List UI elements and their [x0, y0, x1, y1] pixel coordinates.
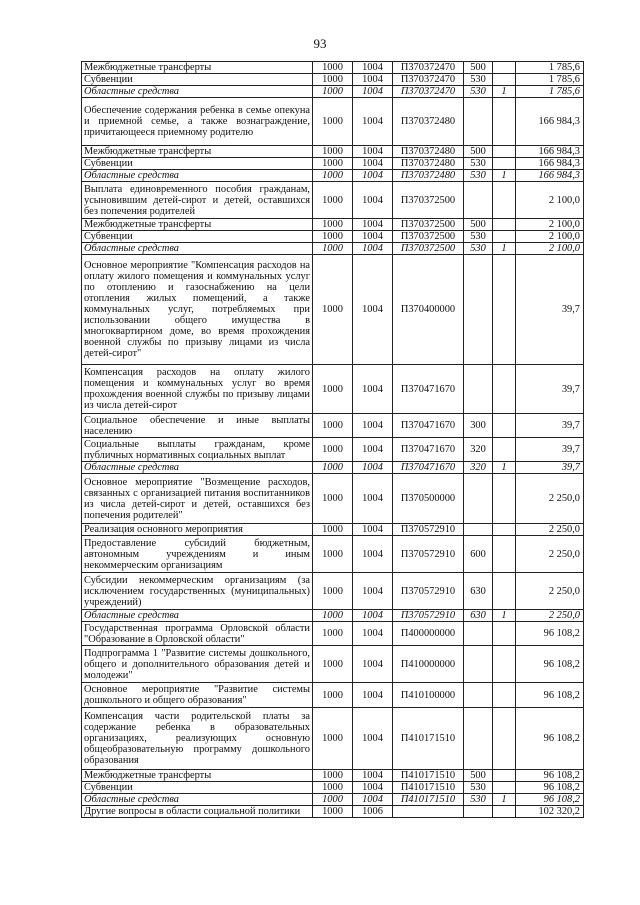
target-article-cell: П370400000: [393, 255, 464, 365]
expense-type-cell: 630: [464, 610, 493, 622]
expense-type-cell: [464, 365, 493, 414]
section-code-cell: 1000: [313, 474, 353, 524]
target-article-cell: [393, 806, 464, 818]
target-article-cell: П370372500: [393, 231, 464, 243]
row-name-cell: Областные средства: [82, 610, 313, 622]
amount-cell: 39,7: [516, 414, 584, 438]
amount-cell: 2 100,0: [516, 243, 584, 255]
subsection-code-cell: 1004: [353, 524, 393, 536]
expense-type-cell: [464, 622, 493, 646]
target-article-cell: П370572910: [393, 610, 464, 622]
row-name-cell: Межбюджетные трансферты: [82, 146, 313, 158]
row-name-cell: Субсидии некоммерческим организациям (за исключением государственных (муниципальных) учреждений): [82, 573, 313, 610]
budget-table: [81, 61, 584, 818]
subsection-code-cell: 1006: [353, 806, 393, 818]
table-row: [82, 782, 584, 794]
expense-type-cell: [464, 98, 493, 146]
row-name-cell: Социальные выплаты гражданам, кроме публичных нормативных социальных выплат: [82, 438, 313, 462]
section-code-cell: 1000: [313, 683, 353, 708]
table-row: [82, 806, 584, 818]
table-row: [82, 536, 584, 573]
source-code-cell: [493, 219, 516, 231]
target-article-cell: П370372470: [393, 86, 464, 98]
expense-type-cell: 500: [464, 62, 493, 74]
table-row: [82, 62, 584, 74]
amount-cell: 2 250,0: [516, 573, 584, 610]
row-name-cell: Компенсация расходов на оплату жилого помещения и коммунальных услуг во время прохождения военной службы по призыву лицами из числа детей-сирот: [82, 365, 313, 414]
expense-type-cell: 530: [464, 170, 493, 182]
source-code-cell: [493, 683, 516, 708]
table-row: [82, 86, 584, 98]
section-code-cell: 1000: [313, 524, 353, 536]
expense-type-cell: 630: [464, 573, 493, 610]
table-row: [82, 146, 584, 158]
table-row: [82, 219, 584, 231]
expense-type-cell: [464, 474, 493, 524]
amount-cell: 1 785,6: [516, 86, 584, 98]
section-code-cell: 1000: [313, 708, 353, 770]
expense-type-cell: [464, 646, 493, 683]
table-row: [82, 158, 584, 170]
subsection-code-cell: 1004: [353, 646, 393, 683]
target-article-cell: П370572910: [393, 524, 464, 536]
section-code-cell: 1000: [313, 438, 353, 462]
subsection-code-cell: 1004: [353, 158, 393, 170]
source-code-cell: [493, 646, 516, 683]
amount-cell: 2 250,0: [516, 474, 584, 524]
subsection-code-cell: 1004: [353, 536, 393, 573]
section-code-cell: 1000: [313, 158, 353, 170]
subsection-code-cell: 1004: [353, 770, 393, 782]
amount-cell: 2 250,0: [516, 524, 584, 536]
subsection-code-cell: 1004: [353, 782, 393, 794]
row-name-cell: Подпрограмма 1 "Развитие системы дошкольного, общего и дополнительного образования детей и молодежи": [82, 646, 313, 683]
target-article-cell: П410000000: [393, 646, 464, 683]
expense-type-cell: 530: [464, 794, 493, 806]
row-name-cell: Государственная программа Орловской области "Образование в Орловской области": [82, 622, 313, 646]
table-row: [82, 170, 584, 182]
table-row: [82, 794, 584, 806]
subsection-code-cell: 1004: [353, 74, 393, 86]
source-code-cell: [493, 158, 516, 170]
expense-type-cell: 500: [464, 770, 493, 782]
source-code-cell: [493, 182, 516, 219]
source-code-cell: [493, 622, 516, 646]
subsection-code-cell: 1004: [353, 794, 393, 806]
amount-cell: 1 785,6: [516, 74, 584, 86]
source-code-cell: [493, 231, 516, 243]
source-code-cell: [493, 524, 516, 536]
source-code-cell: [493, 438, 516, 462]
target-article-cell: П370572910: [393, 573, 464, 610]
expense-type-cell: [464, 182, 493, 219]
table-row: [82, 365, 584, 414]
table-row: [82, 462, 584, 474]
target-article-cell: П370500000: [393, 474, 464, 524]
source-code-cell: 1: [493, 170, 516, 182]
source-code-cell: 1: [493, 610, 516, 622]
source-code-cell: 1: [493, 86, 516, 98]
row-name-cell: Областные средства: [82, 462, 313, 474]
row-name-cell: Основное мероприятие "Компенсация расходов на оплату жилого помещения и коммунальных услуг по отоплению и газоснабжению на цели отопления жилых помещений, а также коммунальных услуг, потребляемых при использовании общего имущества в многоквартирном доме, во время прохождения военной службы по призыву лицами из числа детей-сирот": [82, 255, 313, 365]
amount-cell: 166 984,3: [516, 158, 584, 170]
section-code-cell: 1000: [313, 74, 353, 86]
section-code-cell: 1000: [313, 770, 353, 782]
section-code-cell: 1000: [313, 231, 353, 243]
table-row: [82, 770, 584, 782]
amount-cell: 39,7: [516, 438, 584, 462]
target-article-cell: П370372500: [393, 182, 464, 219]
source-code-cell: [493, 74, 516, 86]
section-code-cell: 1000: [313, 170, 353, 182]
amount-cell: 102 320,2: [516, 806, 584, 818]
amount-cell: 96 108,2: [516, 770, 584, 782]
table-row: [82, 414, 584, 438]
row-name-cell: Реализация основного мероприятия: [82, 524, 313, 536]
section-code-cell: 1000: [313, 62, 353, 74]
row-name-cell: Другие вопросы в области социальной политики: [82, 806, 313, 818]
section-code-cell: 1000: [313, 462, 353, 474]
subsection-code-cell: 1004: [353, 170, 393, 182]
source-code-cell: [493, 536, 516, 573]
table-row: [82, 610, 584, 622]
page-number: 93: [313, 36, 327, 51]
target-article-cell: П370372480: [393, 146, 464, 158]
target-article-cell: П370572910: [393, 536, 464, 573]
expense-type-cell: 500: [464, 146, 493, 158]
amount-cell: 2 100,0: [516, 219, 584, 231]
expense-type-cell: 530: [464, 158, 493, 170]
table-row: [82, 573, 584, 610]
expense-type-cell: [464, 806, 493, 818]
subsection-code-cell: 1004: [353, 462, 393, 474]
subsection-code-cell: 1004: [353, 219, 393, 231]
target-article-cell: П410171510: [393, 708, 464, 770]
section-code-cell: 1000: [313, 365, 353, 414]
expense-type-cell: 600: [464, 536, 493, 573]
amount-cell: 96 108,2: [516, 708, 584, 770]
section-code-cell: 1000: [313, 806, 353, 818]
source-code-cell: [493, 573, 516, 610]
expense-type-cell: 530: [464, 243, 493, 255]
section-code-cell: 1000: [313, 794, 353, 806]
source-code-cell: 1: [493, 794, 516, 806]
section-code-cell: 1000: [313, 182, 353, 219]
amount-cell: 96 108,2: [516, 794, 584, 806]
row-name-cell: Субвенции: [82, 158, 313, 170]
row-name-cell: Обеспечение содержания ребенка в семье опекуна и приемной семье, а также вознаграждение, причитающееся приемному родителю: [82, 98, 313, 146]
amount-cell: 166 984,3: [516, 170, 584, 182]
row-name-cell: Межбюджетные трансферты: [82, 62, 313, 74]
row-name-cell: Субвенции: [82, 782, 313, 794]
expense-type-cell: [464, 683, 493, 708]
amount-cell: 2 100,0: [516, 231, 584, 243]
row-name-cell: Межбюджетные трансферты: [82, 770, 313, 782]
table-row: [82, 438, 584, 462]
target-article-cell: П410171510: [393, 770, 464, 782]
row-name-cell: Субвенции: [82, 74, 313, 86]
table-row: [82, 708, 584, 770]
expense-type-cell: 320: [464, 438, 493, 462]
target-article-cell: П370471670: [393, 414, 464, 438]
target-article-cell: П370372480: [393, 98, 464, 146]
section-code-cell: 1000: [313, 610, 353, 622]
row-name-cell: Основное мероприятие "Развитие системы дошкольного и общего образования": [82, 683, 313, 708]
source-code-cell: [493, 770, 516, 782]
subsection-code-cell: 1004: [353, 182, 393, 219]
section-code-cell: 1000: [313, 536, 353, 573]
subsection-code-cell: 1004: [353, 365, 393, 414]
subsection-code-cell: 1004: [353, 683, 393, 708]
row-name-cell: Областные средства: [82, 794, 313, 806]
target-article-cell: П370471670: [393, 462, 464, 474]
amount-cell: 96 108,2: [516, 622, 584, 646]
row-name-cell: Областные средства: [82, 243, 313, 255]
expense-type-cell: 300: [464, 414, 493, 438]
subsection-code-cell: 1004: [353, 255, 393, 365]
target-article-cell: П370471670: [393, 365, 464, 414]
expense-type-cell: [464, 708, 493, 770]
expense-type-cell: 320: [464, 462, 493, 474]
section-code-cell: 1000: [313, 146, 353, 158]
subsection-code-cell: 1004: [353, 622, 393, 646]
source-code-cell: 1: [493, 243, 516, 255]
amount-cell: 166 984,3: [516, 98, 584, 146]
table-row: [82, 182, 584, 219]
table-row: [82, 231, 584, 243]
subsection-code-cell: 1004: [353, 231, 393, 243]
amount-cell: 2 100,0: [516, 182, 584, 219]
row-name-cell: Основное мероприятие "Возмещение расходов, связанных с организацией питания воспитанников из числа детей-сирот и детей, оставшихся без попечения родителей": [82, 474, 313, 524]
source-code-cell: [493, 98, 516, 146]
source-code-cell: 1: [493, 462, 516, 474]
target-article-cell: П410100000: [393, 683, 464, 708]
section-code-cell: 1000: [313, 98, 353, 146]
expense-type-cell: 530: [464, 74, 493, 86]
table-row: [82, 474, 584, 524]
target-article-cell: П410171510: [393, 794, 464, 806]
section-code-cell: 1000: [313, 573, 353, 610]
source-code-cell: [493, 806, 516, 818]
target-article-cell: П370372500: [393, 243, 464, 255]
section-code-cell: 1000: [313, 243, 353, 255]
section-code-cell: 1000: [313, 414, 353, 438]
target-article-cell: П370372470: [393, 62, 464, 74]
amount-cell: 96 108,2: [516, 782, 584, 794]
amount-cell: 39,7: [516, 462, 584, 474]
amount-cell: 166 984,3: [516, 146, 584, 158]
source-code-cell: [493, 708, 516, 770]
expense-type-cell: [464, 524, 493, 536]
source-code-cell: [493, 255, 516, 365]
target-article-cell: П370372480: [393, 170, 464, 182]
subsection-code-cell: 1004: [353, 243, 393, 255]
subsection-code-cell: 1004: [353, 62, 393, 74]
source-code-cell: [493, 62, 516, 74]
subsection-code-cell: 1004: [353, 86, 393, 98]
section-code-cell: 1000: [313, 219, 353, 231]
target-article-cell: П370372500: [393, 219, 464, 231]
subsection-code-cell: 1004: [353, 438, 393, 462]
target-article-cell: П370372470: [393, 74, 464, 86]
row-name-cell: Субвенции: [82, 231, 313, 243]
table-row: [82, 524, 584, 536]
subsection-code-cell: 1004: [353, 610, 393, 622]
subsection-code-cell: 1004: [353, 98, 393, 146]
expense-type-cell: 530: [464, 86, 493, 98]
section-code-cell: 1000: [313, 86, 353, 98]
section-code-cell: 1000: [313, 255, 353, 365]
amount-cell: 39,7: [516, 365, 584, 414]
table-row: [82, 243, 584, 255]
section-code-cell: 1000: [313, 782, 353, 794]
table-row: [82, 98, 584, 146]
subsection-code-cell: 1004: [353, 573, 393, 610]
subsection-code-cell: 1004: [353, 146, 393, 158]
table-row: [82, 255, 584, 365]
expense-type-cell: 530: [464, 231, 493, 243]
target-article-cell: П410171510: [393, 782, 464, 794]
row-name-cell: Компенсация части родительской платы за содержание ребенка в образовательных организациях, реализующих основную общеобразовательную программу дошкольного образования: [82, 708, 313, 770]
target-article-cell: П370372480: [393, 158, 464, 170]
source-code-cell: [493, 414, 516, 438]
row-name-cell: Областные средства: [82, 170, 313, 182]
source-code-cell: [493, 365, 516, 414]
table-row: [82, 622, 584, 646]
section-code-cell: 1000: [313, 646, 353, 683]
table-row: [82, 683, 584, 708]
expense-type-cell: 530: [464, 782, 493, 794]
table-row: [82, 646, 584, 683]
row-name-cell: Выплата единовременного пособия гражданам, усыновившим детей-сирот и детей, оставшихся без попечения родителей: [82, 182, 313, 219]
amount-cell: 2 250,0: [516, 610, 584, 622]
amount-cell: 96 108,2: [516, 683, 584, 708]
source-code-cell: [493, 474, 516, 524]
subsection-code-cell: 1004: [353, 414, 393, 438]
row-name-cell: Социальное обеспечение и иные выплаты населению: [82, 414, 313, 438]
source-code-cell: [493, 146, 516, 158]
target-article-cell: П400000000: [393, 622, 464, 646]
row-name-cell: Предоставление субсидий бюджетным, автономным учреждениям и иным некоммерческим организациям: [82, 536, 313, 573]
row-name-cell: Областные средства: [82, 86, 313, 98]
subsection-code-cell: 1004: [353, 474, 393, 524]
expense-type-cell: [464, 255, 493, 365]
expense-type-cell: 500: [464, 219, 493, 231]
amount-cell: 39,7: [516, 255, 584, 365]
source-code-cell: [493, 782, 516, 794]
table-row: [82, 74, 584, 86]
subsection-code-cell: 1004: [353, 708, 393, 770]
amount-cell: 2 250,0: [516, 536, 584, 573]
amount-cell: 1 785,6: [516, 62, 584, 74]
row-name-cell: Межбюджетные трансферты: [82, 219, 313, 231]
section-code-cell: 1000: [313, 622, 353, 646]
target-article-cell: П370471670: [393, 438, 464, 462]
amount-cell: 96 108,2: [516, 646, 584, 683]
